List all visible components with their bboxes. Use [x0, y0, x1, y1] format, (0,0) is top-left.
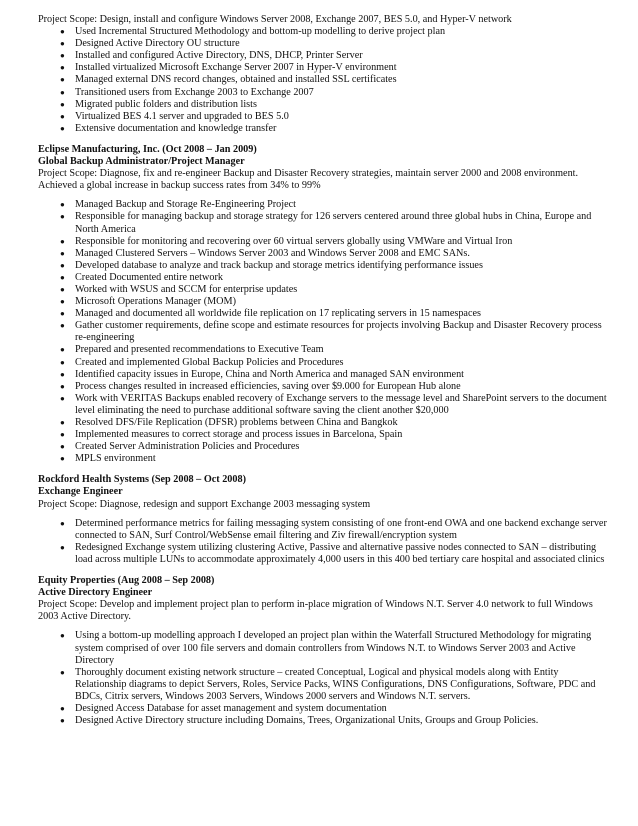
bullet-icon: ● — [60, 716, 65, 726]
bullet-icon: ● — [60, 454, 65, 464]
list-item: ● Prepared and presented recommendations to Executive Team — [60, 344, 324, 356]
list-item: ● Implemented measures to correct storage and process issues in Barcelona, Spain — [60, 429, 403, 441]
company-heading: Eclipse Manufacturing, Inc. (Oct 2008 – Jan 2009) — [38, 143, 257, 155]
list-item: ● Designed Access Database for asset management and system documentation — [60, 702, 387, 714]
bullet-icon: ● — [60, 123, 65, 133]
bullet-icon: ● — [60, 442, 65, 452]
bullet-icon: ● — [60, 212, 65, 222]
bullet-icon: ● — [60, 39, 65, 49]
resume-page — [38, 14, 608, 727]
job-title: Global Backup Administrator/Project Manager — [38, 156, 245, 168]
bullet-icon: ● — [60, 63, 65, 73]
bullet-icon: ● — [60, 236, 65, 246]
list-item: ● Transitioned users from Exchange 2003 to Exchange 2007 — [60, 86, 314, 98]
job-title: Active Directory Engineer — [38, 587, 153, 599]
list-item: ● Designed Active Directory structure including Domains, Trees, Organizational Units, Groups and Group Policies. — [60, 715, 539, 727]
list-item: ● Developed database to analyze and track backup and storage metrics identifying performance issues — [60, 259, 483, 271]
list-item: ● Installed virtualized Microsoft Exchange Server 2007 in Hyper-V environment — [60, 62, 397, 74]
list-item: ● Worked with WSUS and SCCM for enterprise updates — [60, 283, 298, 295]
list-item: ● Virtualized BES 4.1 server and upgraded to BES 5.0 — [60, 110, 289, 122]
bullet-icon: ● — [60, 430, 65, 440]
list-item: ● Gather customer requirements, define scope and estimate resources for projects involving Backup and Disaster Recovery process re-engineering — [60, 320, 602, 344]
list-item: ● Thoroughly document existing network structure – created Conceptual, Logical and physical models along with Entity Relationship diagrams to depict Servers, Roles, Service Packs, WINS Configurations, DNS Configurations, Software, PDC and BDCs, Citrix servers, Windows 2003 Servers, Windows 2000 servers and Windows N.T. servers. — [60, 666, 596, 702]
list-item: ● Managed Backup and Storage Re-Engineering Project — [60, 199, 296, 211]
list-item: ● Determined performance metrics for failing messaging system consisting of one front-end OWA and one backend exchange server connected to SAN, Surf Control/WebSense email filtering and Ziv firewall/encryption system — [60, 517, 607, 541]
list-item: ● Managed and documented all worldwide file replication on 17 replicating servers in 15 namespaces — [60, 308, 481, 320]
bullet-icon: ● — [60, 518, 65, 528]
bullet-icon: ● — [60, 272, 65, 282]
bullet-list — [38, 26, 608, 135]
bullet-icon: ● — [60, 99, 65, 109]
bullet-icon: ● — [60, 321, 65, 331]
bullet-icon: ● — [60, 667, 65, 677]
project-scope: Project Scope: Design, install and configure Windows Server 2008, Exchange 2007, BES 5.0, and Hyper-V network — [38, 14, 512, 25]
list-item: ● Created and implemented Global Backup Policies and Procedures — [60, 356, 344, 368]
list-item: ● Extensive documentation and knowledge transfer — [60, 122, 277, 134]
project-scope: Project Scope: Develop and implement project plan to perform in-place migration of Windows N.T. Server 4.0 network to full Windows 2003 Active Directory. — [38, 599, 593, 623]
list-item: ● Managed Clustered Servers – Windows Server 2003 and Windows Server 2008 and EMC SANs. — [60, 247, 470, 259]
job-title: Exchange Engineer — [38, 486, 123, 498]
bullet-icon: ● — [60, 393, 65, 403]
company-heading: Equity Properties (Aug 2008 – Sep 2008) — [38, 575, 215, 587]
list-item: ● MPLS environment — [60, 453, 156, 465]
project-scope: Project Scope: Diagnose, redesign and support Exchange 2003 messaging system — [38, 498, 371, 510]
list-item: ● Managed external DNS record changes, obtained and installed SSL certificates — [60, 74, 397, 86]
bullet-list — [38, 199, 608, 465]
company-heading: Rockford Health Systems (Sep 2008 – Oct 2008) — [38, 474, 246, 486]
list-item: ● Created Server Administration Policies and Procedures — [60, 441, 300, 453]
bullet-icon: ● — [60, 369, 65, 379]
bullet-icon: ● — [60, 542, 65, 552]
project-scope: Project Scope: Diagnose, fix and re-engineer Backup and Disaster Recovery strategies, maintain server 2000 and 2008 environment. Achieved a global increase in backup success rates from 34% to 99% — [38, 168, 579, 192]
bullet-icon: ● — [60, 51, 65, 61]
bullet-icon: ● — [60, 345, 65, 355]
bullet-icon: ● — [60, 248, 65, 258]
bullet-icon: ● — [60, 297, 65, 307]
list-item: ● Resolved DFS/File Replication (DFSR) problems between China and Bangkok — [60, 417, 398, 428]
list-item: ● Responsible for managing backup and storage strategy for 126 servers centered around three global hubs in China, Europe and North America — [60, 211, 592, 235]
list-item: ● Created Documented entire network — [60, 271, 223, 283]
list-item: ● Installed and configured Active Directory, DNS, DHCP, Printer Server — [60, 50, 363, 62]
bullet-icon: ● — [60, 200, 65, 210]
bullet-icon: ● — [60, 111, 65, 121]
bullet-icon: ● — [60, 87, 65, 97]
list-item: ● Migrated public folders and distribution lists — [60, 98, 257, 110]
bullet-icon: ● — [60, 357, 65, 367]
list-item: ● Using a bottom-up modelling approach I developed an project plan within the Waterfall Structured Methodology for migrating system comprised of over 100 file servers and domain controllers from Windows N.T. to Windows Server 2003 and Active Directory — [60, 630, 592, 666]
bullet-icon: ● — [60, 284, 65, 294]
bullet-icon: ● — [60, 75, 65, 85]
list-item: ● Used Incremental Structured Methodology and bottom-up modelling to derive project plan — [60, 26, 446, 38]
bullet-icon: ● — [60, 418, 65, 427]
bullet-icon: ● — [60, 260, 65, 270]
bullet-icon: ● — [60, 309, 65, 319]
bullet-icon: ● — [60, 27, 65, 37]
list-item: ● Microsoft Operations Manager (MOM) — [60, 296, 236, 308]
bullet-list — [38, 518, 608, 566]
bullet-icon: ● — [60, 381, 65, 391]
list-item: ● Redesigned Exchange system utilizing clustering Active, Passive and alternative passive nodes connected to SAN – distributing load across multiple LUNs to accommodate approximately 4,000 users in this 400 bed tertiary care hospital and associated clinics — [60, 541, 605, 565]
bullet-icon: ● — [60, 631, 65, 641]
list-item: ● Process changes resulted in increased efficiencies, saving over $9.000 for European Hub alone — [60, 380, 461, 392]
list-item: ● Identified capacity issues in Europe, China and North America and managed SAN environment — [60, 368, 464, 380]
list-item: ● Work with VERITAS Backups enabled recovery of Exchange servers to the message level and SharePoint servers to the document level eliminating the need to purchase additional software saving the client another $20,000 — [60, 392, 607, 416]
list-item: ● Responsible for monitoring and recovering over 60 virtual servers globally using VMWare and Virtual Iron — [60, 235, 513, 247]
bullet-list — [38, 630, 608, 727]
bullet-icon: ● — [60, 703, 65, 713]
list-item: ● Designed Active Directory OU structure — [60, 38, 240, 50]
